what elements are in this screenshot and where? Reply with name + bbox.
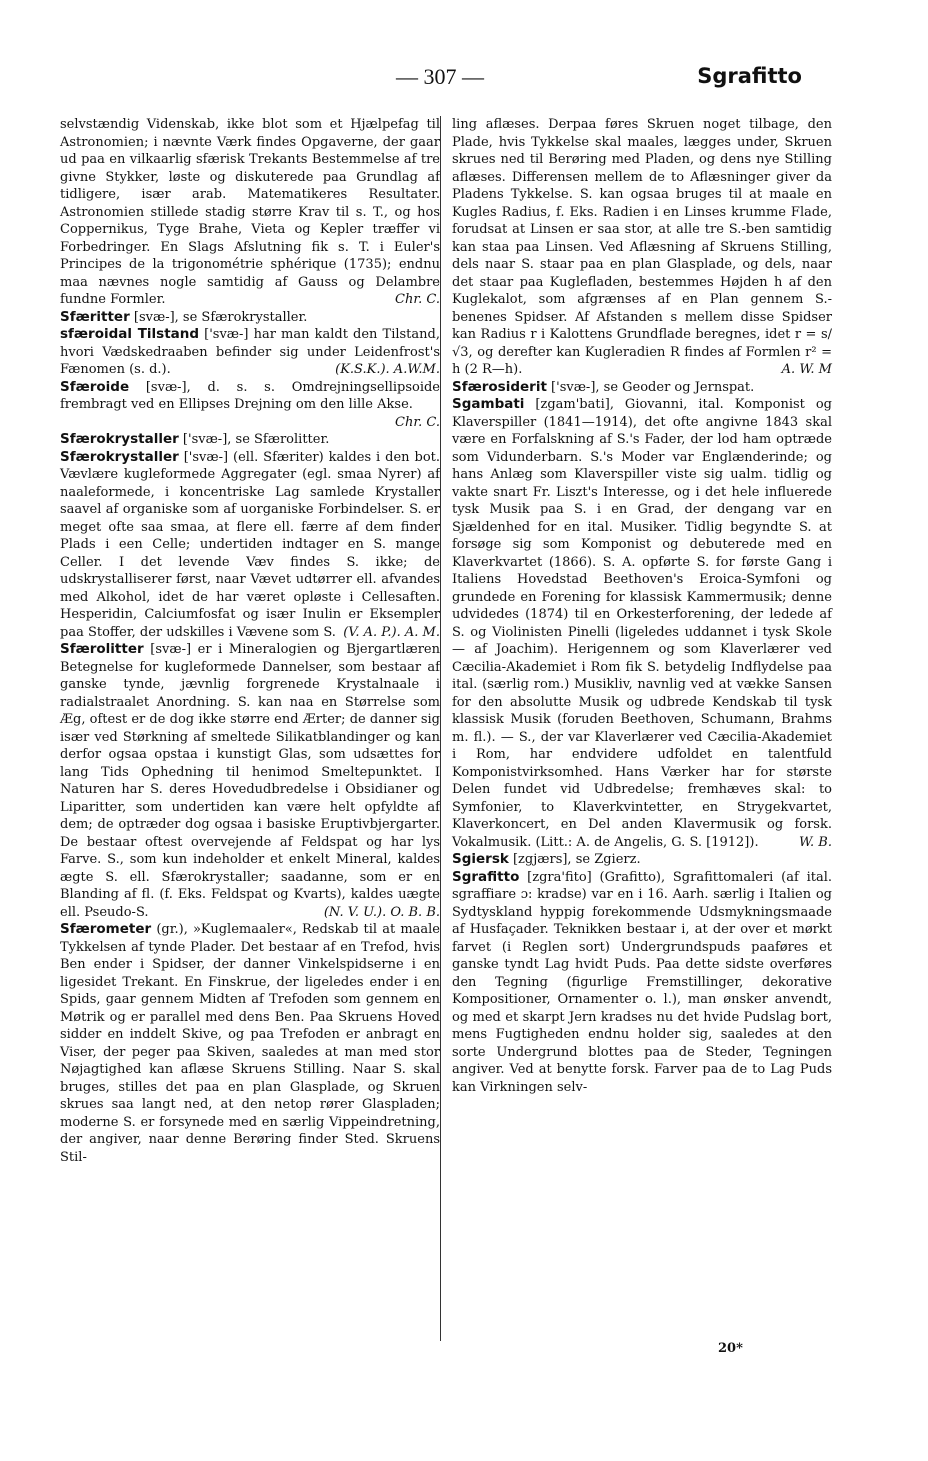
entry-headword: Sgrafitto: [452, 868, 520, 885]
dictionary-entry: [60, 379, 440, 432]
entry-headword: Sgambati: [452, 396, 525, 412]
entry-text: ['svæ-] har man kaldt den Tilstand, hvori Vædskedraaben befinder sig under Leidenfrost's Fænomen (s. d.).: [60, 327, 440, 377]
entry-author-signature: (V. A. P.). A. M.: [343, 624, 440, 640]
right-column: [452, 116, 832, 1096]
entry-headword: Sfæroide: [60, 378, 130, 395]
page-number: — 307 —: [396, 64, 484, 89]
entry-text: selvstændig Videnskab, ikke blot som et Hjælpefag til Astronomien; i nævnte Værk findes Opgaverne, der gaar ud paa en vilkaarlig sfærisk Trekants Bestemmelse af tre givne Stykker, løste og diskuterede paa Grundlag af tidligere, især arab. Matematikeres Resultater. Astronomien stillede stadig større Krav til s. T., og hos Coppernikus, Tyge Brahe, Vieta og Kepler træffer vi Forbedringer. En Slags Afslutning fik s. T. i Euler's Principes de la trigonométrie sphérique (1735); endnu maa nævnes nogle samtidig af Gauss og Delambre fundne Formler.: [60, 117, 440, 307]
entry-text: ['svæ-] (ell. Sfæriter) kaldes i den bot. Vævlære kugleformede Aggregater (egl. smaa Nyrer) af naaleformede, i koncentriske Lag samlede Krystaller saavel af organiske som af uorganiske Forbindelser. S. er meget ofte saa smaa, at flere ell. færre af dem finder Plads i een Celle; undertiden indtager en S. mange Celler. I det levende Væv findes S. ikke; de udskrystalliserer først, naar Vævet udtørrer ell. afvandes med Alkohol, idet de har været opløste i Cellesaften. Hesperidin, Calciumfosfat og især Inulin er Eksempler paa Stoffer, der udskilles i Vævene som S.: [60, 449, 440, 640]
entry-text: ['svæ-], se Geoder og Jernspat.: [551, 379, 755, 395]
entry-author-signature: (K.S.K.). A.W.M.: [335, 362, 440, 377]
entry-headword: Sfærokrystaller: [60, 448, 179, 465]
entry-text: [svæ-] er i Mineralogien og Bjergartlæren Betegnelse for kugleformede Dannelser, som bestaar af ganske tynde, jævnlig forgrenede Krystalnaale i radialstraalet Anordning. S. kan naa en Størrelse som Æg, oftest er de dog ikke større end Ærter; de danner sig især ved Størkning af smeltede Silikatblandinger og kan derfor ogsaa opstaa i kunstigt Glas, som udsættes for lang Tids Ophedning til henimod Smeltepunktet. I Naturen har S. deres Hovedudbredelse i Obsidianer og Liparitter, som undertiden kan være helt opfyldte af dem; de optræder dog ogsaa i basiske Eruptivbjergarter. De bestaar oftest overvejende af Feldspat og har lys Farve. S., som kun indeholder et enkelt Mineral, kaldes ægte S. ell. Sfærokrystaller; saadanne, som er en Blanding af fl. (f. Eks. Feldspat og Kvarts), kaldes uægte ell. Pseudo-S.: [60, 642, 440, 920]
entry-headword: Sfæritter: [60, 308, 130, 325]
column-divider: [440, 116, 441, 1341]
entry-text: [svæ-], d. s. s. Omdrejningsellipsoide frembragt ved en Ellipses Drejning om den lille Akse.: [60, 379, 441, 412]
entry-text: [zgra'fito] (Grafitto), Sgrafittomaleri (af ital. sgraffiare ɔ: kradse) var en i 16. Aarh. særlig i Italien og Sydtyskland hyppig forekommende Udsmykningsmaade af Husfaçader. Teknikken bestaar i, at der over et mørkt farvet (i Reglen sort) Undergrundspuds paaføres et ganske tyndt Lag hvidt Puds. Paa dette sidste overføres den Tegning (figurlige Fremstillinger, dekorative Kompositioner, Ornamenter o. l.), man ønsker anvendt, og med et skarpt Jern kradses nu det hvide Pudslag bort, mens Fugtigheden endnu holder sig, saaledes at den sorte Undergrund blottes paa de Steder, Tegningen angiver. Ved at benytte forsk. Farver paa de to Lag Puds kan Virkningen selv-: [452, 869, 833, 1095]
entry-headword: Sfærometer: [60, 921, 152, 937]
entry-text: (gr.), »Kuglemaaler«, Redskab til at maale Tykkelsen af tynde Plader. Det bestaar af en Trefod, hvis Ben ender i Spidser, der danner Vinkelspidserne i en ligesidet Trekant. En Finskrue, der ligeledes ender i en Spids, gaar gennem Midten af Trefoden som gennem en Møtrik og er parallel med dens Ben. Paa Skruens Hoved sidder en inddelt Skive, og paa Trefoden er anbragt en Viser, der peger paa Skiven, saaledes at man med stor Nøjagtighed kan aflæse Skruens Stilling. Naar S. skal bruges, stilles det paa en plan Glasplade, og Skruen skrues saa langt ned, at den netop rører Glaspladen; moderne S. er forsynede med en særlig Vippeindretning, der angiver, naar denne Berøring finder Sted. Skruens Stil-: [60, 922, 440, 1165]
entry-headword: Sfærosiderit: [452, 378, 547, 395]
dictionary-entry: [60, 921, 440, 1166]
left-column: [60, 116, 440, 1166]
entry-text: [svæ-], se Sfærokrystaller.: [133, 309, 308, 325]
entry-author-signature: A. W. M: [781, 362, 832, 377]
running-head: Sgrafitto: [697, 64, 802, 88]
entry-text: ['svæ-], se Sfærolitter.: [182, 432, 330, 447]
page-header: [0, 62, 928, 102]
entry-author-signature: (N. V. U.). O. B. B.: [323, 904, 440, 920]
entry-author-signature: Chr. C.: [395, 292, 440, 307]
dictionary-entry: [60, 309, 440, 327]
dictionary-entry: [60, 641, 440, 921]
signature-mark: 20*: [718, 1341, 743, 1356]
dictionary-entry: [60, 449, 440, 642]
dictionary-entry: [452, 869, 832, 1097]
dictionary-entry: [60, 326, 440, 379]
entry-text: ling aflæses. Derpaa føres Skruen noget tilbage, den Plade, hvis Tykkelse skal maales, lægges under, Skruen skrues ned til Berøring med Pladen, og dens nye Stilling aflæses. Differensen mellem de to Aflæsninger giver da Pladens Tykkelse. S. kan ogsaa bruges til at maale en Kugles Radius, f. Eks. Radien i en Linses krumme Flade, forudsat at Linsen er saa stor, at alle tre S.-ben samtidig kan staa paa Linsen. Ved Aflæsning af Skruens Stilling, dels naar S. staar paa en plan Glasplade, og dels, naar det staar paa Kuglefladen, bestemmes Højden h af den Kuglekalot, som afgrænses af en Plan gennem S.-benenes Spidser. Af Afstanden s mellem disse Spidser kan Radius r i Kalottens Grundflade beregnes, idet r = s/√3, og derefter kan Kugleradien R findes af Formlen r² = h (2 R—h).: [452, 117, 832, 377]
dictionary-entry: [60, 116, 440, 309]
dictionary-entry: [452, 116, 832, 379]
dictionary-entry: [452, 379, 832, 397]
dictionary-entry: [452, 396, 832, 851]
entry-headword: sfæroidal Tilstand: [60, 326, 200, 342]
dictionary-entry: [60, 431, 440, 449]
entry-text: [zgjærs], se Zgierz.: [512, 852, 641, 867]
entry-text: [zgam'bati], Giovanni, ital. Komponist og Klaverspiller (1841—1914), det ofte angivne 1843 skal være en Forfalskning af S.'s Fader, der lod ham optræde som Vidunderbarn. S.'s Moder var Englænderinde; og hans Anlæg som Klaverspiller viste sig ualm. tidlig og vakte snart Fr. Liszt's Interesse, og i det hele influerede tysk Musik paa S. i en Grad, der dengang var en Sjældenhed for en ital. Musiker. Tidlig begyndte S. at forsøge sig som Komponist og debuterede med en Klaverkvartet (1866). S. A. opførte S. for første Gang i Italiens Hovedstad Beethoven's Eroica-Symfoni og grundede en Forening for klassisk Kammermusik; denne udvidedes (1874) til en Orkesterforening, der ledede af S. og Violinisten Pinelli (ligeledes uddannet i tysk Skole — af Joachim). Herigennem og som Klaverlærer ved Cæcilia-Akademiet i Rom fik S. betydelig Indflydelse paa ital. (særlig rom.) Musikliv, navnlig ved at vække Sansen for den absolutte Musik og udbrede Kendskab til tysk klassisk Musik (foruden Beethoven, Schumann, Brahms m. fl.). — S., der var Klaverlærer ved Cæcilia-Akademiet i Rom, har endvidere udfoldet en talentfuld Komponistvirksomhed. Hans Værker har for største Delen fundet vid Udbredelse; fremhæves skal: to Symfonier, to Klaverkvintetter, en Strygekvartet, Klaverkoncert, en Del anden Klavermusik og forsk. Vokalmusik. (Litt.: A. de Angelis, G. S. [1912]).: [452, 397, 832, 850]
entry-author-signature: W. B.: [798, 834, 832, 850]
entry-headword: Sgiersk: [452, 851, 509, 867]
entry-author-signature: Chr. C.: [395, 414, 440, 430]
dictionary-entry: [452, 851, 832, 869]
entry-headword: Sfærolitter: [60, 641, 144, 657]
entry-headword: Sfærokrystaller: [60, 431, 179, 447]
